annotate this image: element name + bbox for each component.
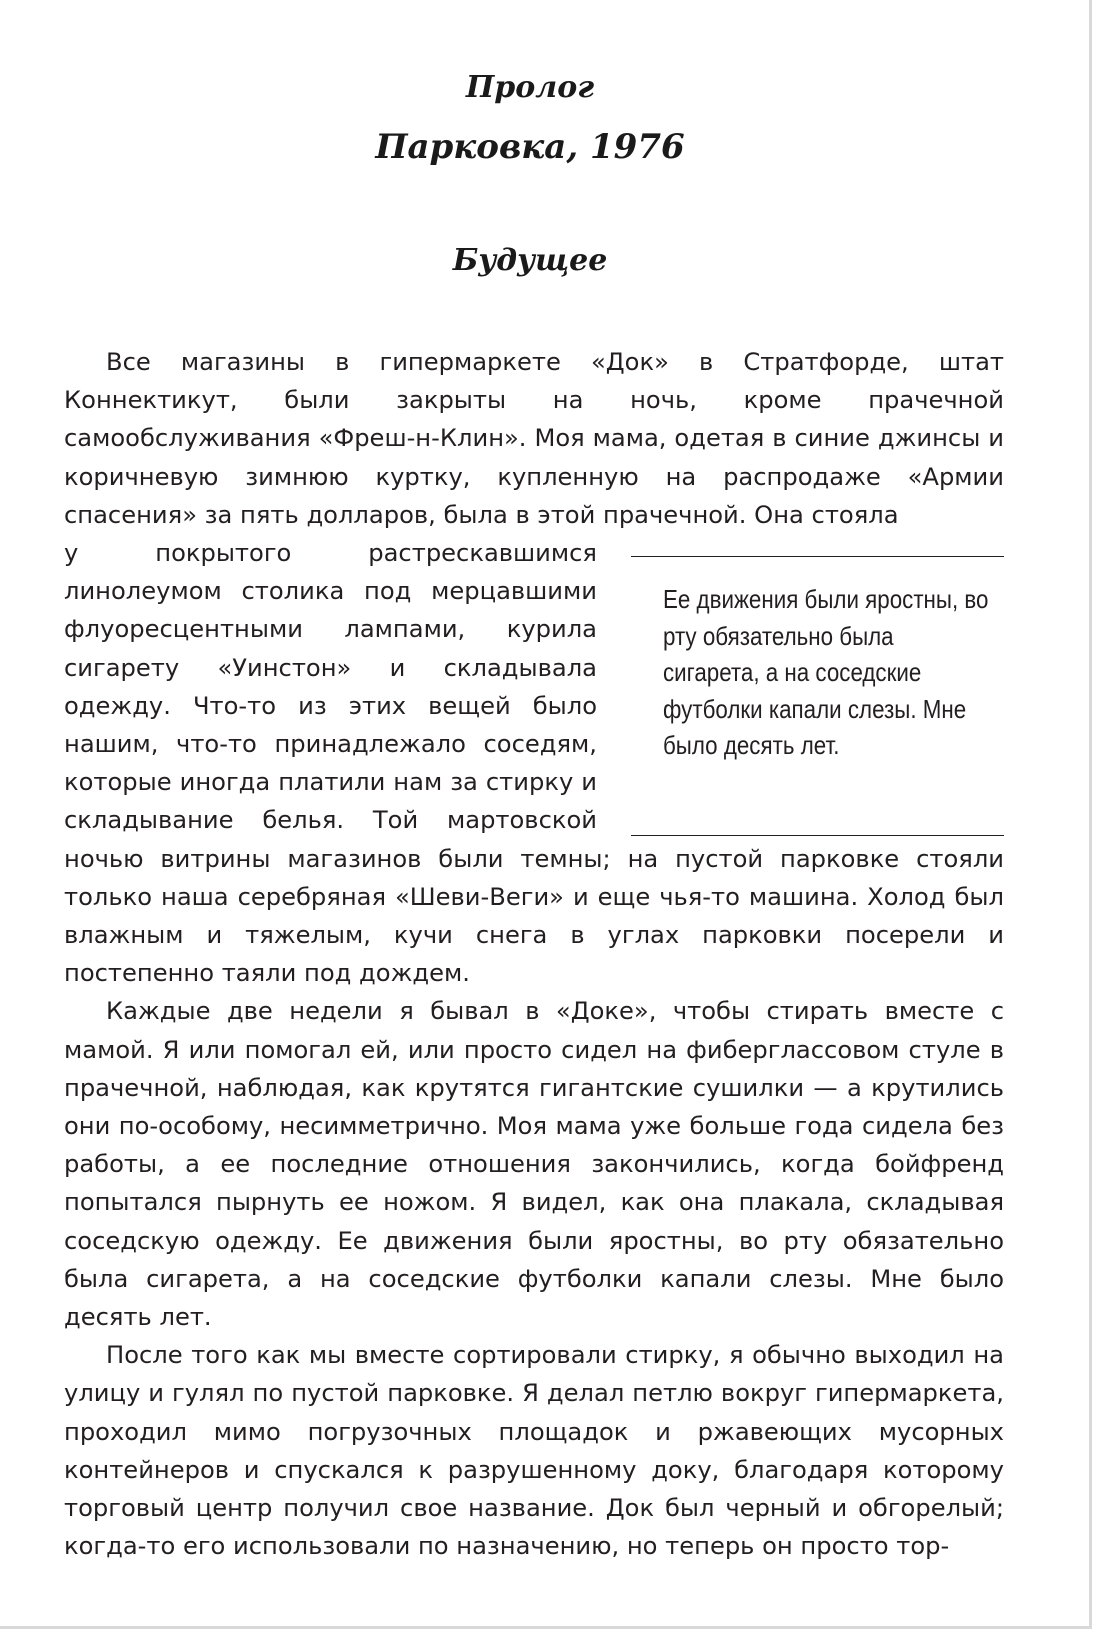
pull-quote: [631, 556, 1004, 836]
chapter-title: Парковка, 1976: [375, 127, 685, 167]
paragraph-1: [64, 343, 1004, 534]
paragraph-3: После того как мы вместе сортировали стирку, я обычно выходил на улицу и гулял по пустой парковке. Я делал петлю вокруг гипермаркета, проходил мимо погрузочных площадок и ржавеющих мусорных контейнеров и спускался к разрушенному доку, благодаря которому торговый центр получил свое название. Док был черный и обгорелый; когда-то его использовали по назначению, но теперь он просто тор-: [64, 1341, 1004, 1561]
paragraph-1-rest: у покрытого растрескавшимся линолеумом столика под мерцавшими флуоресцентными лампами, курила сигарету «Уинстон» и складывала одежду. Что-то из этих вещей было нашим, что-то принадлежало соседям, которые иногда платили нам за стирку и складывание белья. Той мартовской ночью витрины магазинов были темны; на пустой парковке стояли только наша серебряная «Шеви-Веги» и еще чья-то машина. Холод был влажным и тяжелым, кучи снега в углах парковки посерели и постепенно таяли под дождем.: [64, 539, 1004, 988]
pull-quote-text: Ее движения были яростны, во рту обязательно была сигарета, а на соседские футболки капали слезы. Мне было десять лет.: [663, 584, 989, 761]
body-text: [64, 343, 1004, 1566]
prolog-heading: Пролог: [465, 70, 595, 105]
paragraph-1-lead: Все магазины в гипермаркете «Док» в Стратфорде, штат Коннектикут, были закрыты на ночь, кроме прачечной самообслуживания «Фреш-н-Клин». Моя мама, одетая в синие джинсы и коричневую зимнюю куртку, купленную на распродаже «Армии спасения» за пять долларов, была в этой прачечной. Она стояла: [64, 348, 1004, 529]
paragraph-2: Каждые две недели я бывал в «Доке», чтобы стирать вместе с мамой. Я или помогал ей, или просто сидел на фиберглассовом стуле в прачечной, наблюдая, как крутятся гигантские сушилки — а крутились они по-особому, несимметрично. Моя мама уже больше года сидела без работы, а ее последние отношения закончились, когда бойфренд попытался пырнуть ее ножом. Я видел, как она плакала, складывая соседскую одежду. Ее движения были яростны, во рту обязательно была сигарета, а на соседские футболки капали слезы. Мне было десять лет.: [64, 997, 1004, 1332]
section-heading: Будущее: [452, 243, 608, 278]
